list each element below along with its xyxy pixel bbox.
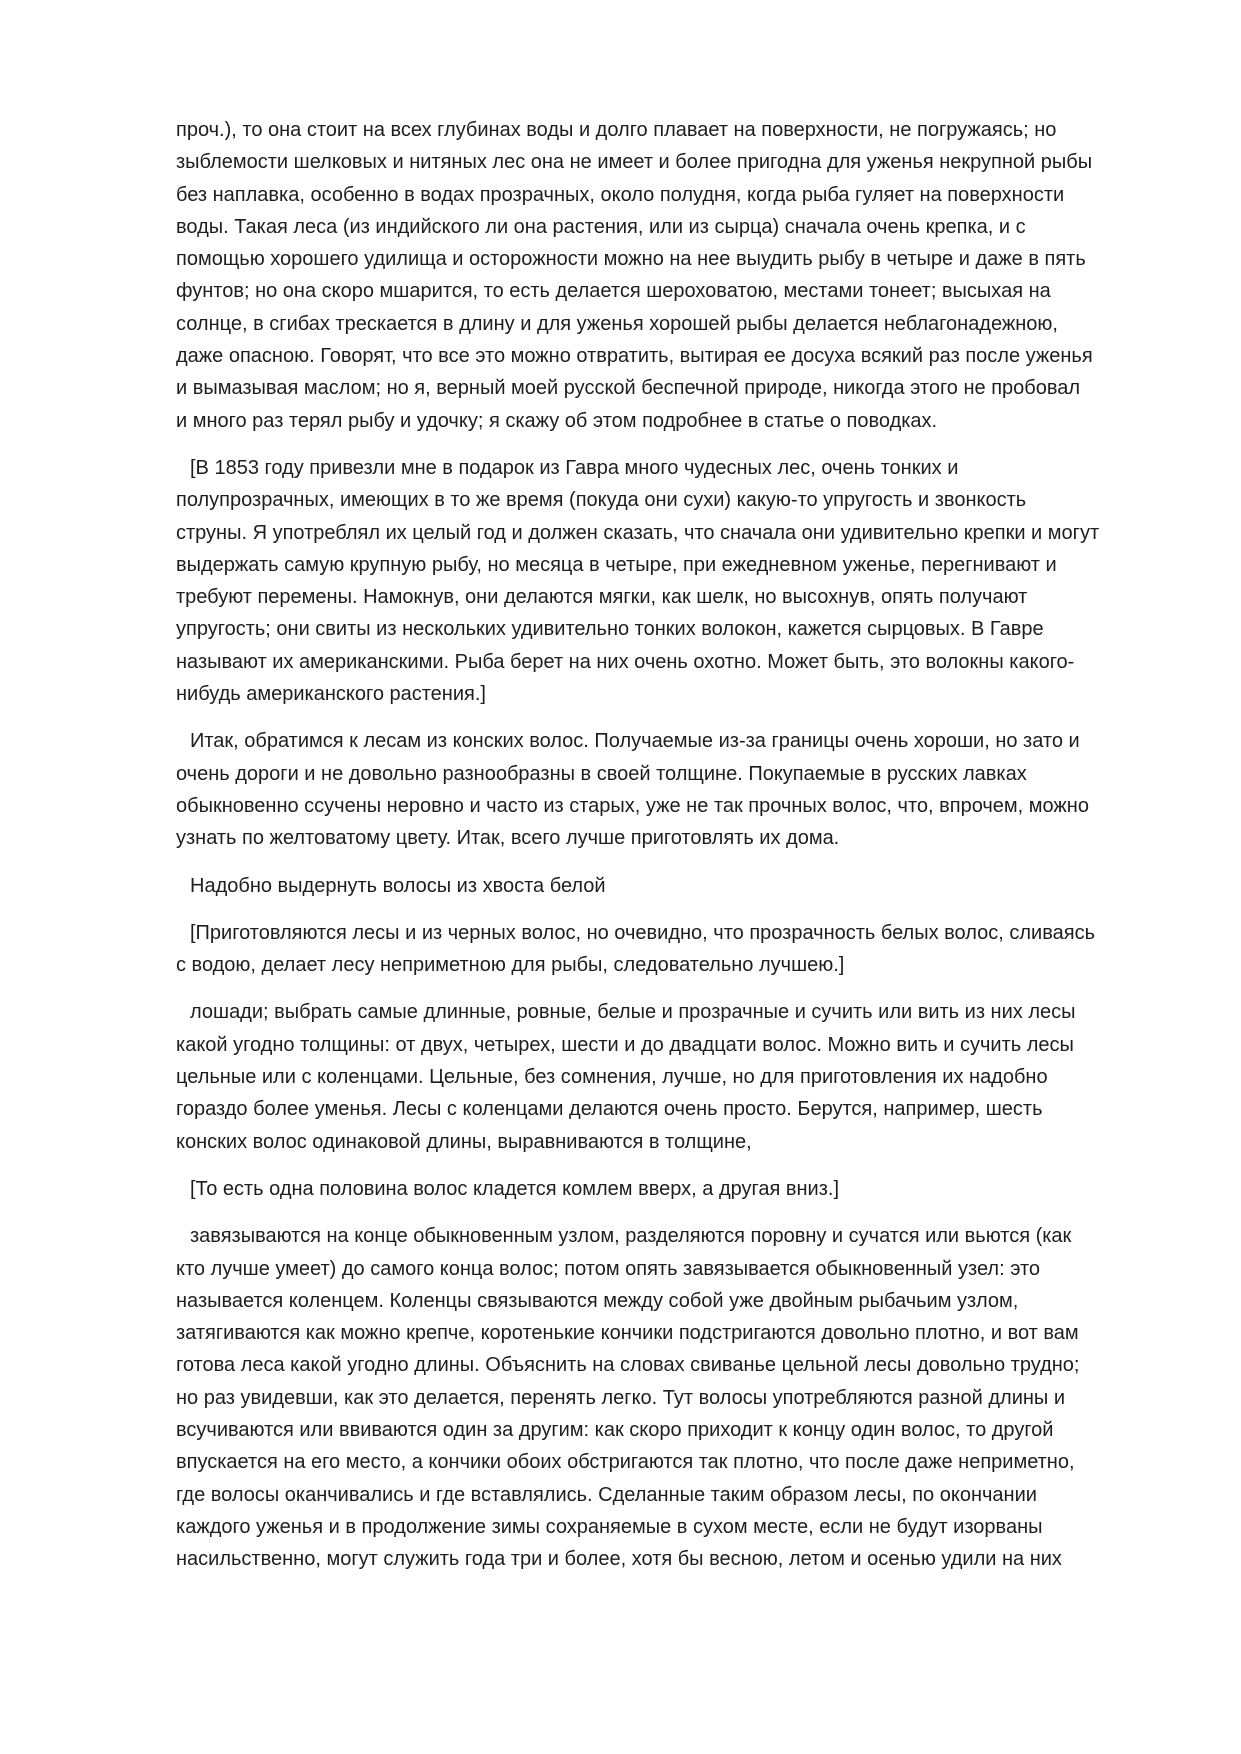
paragraph-4: Надобно выдернуть волосы из хвоста белой bbox=[190, 874, 606, 897]
paragraph-6: лошади; выбрать самые длинные, ровные, белые и прозрачные и сучить или вить из них лесы какой угодно толщины: от двух, четырех, шести и до двадцати волос. Можно вить и сучить лесы цельные или с коленцами. Цельные, без сомнения, лучше, но для приготовления их надобно гораздо более уменья. Лесы с коленцами делаются очень просто. Берутся, например, шесть конских волос одинаковой длины, выравниваются в толщине, bbox=[176, 1001, 1076, 1153]
paragraph-8: завязываются на конце обыкновенным узлом, разделяются поровну и сучатся или вьются (как кто лучше умеет) до самого конца волос; потом опять завязывается обыкновенный узел: это называется коленцем. Коленцы связываются между собой уже двойным рыбачьим узлом, затягиваются как можно крепче, коротенькие кончики подстригаются довольно плотно, и вот вам готова леса какой угодно длины. Объяснить на словах свиванье цельной лесы довольно трудно; но раз увидевши, как это делается, перенять легко. Тут волосы употребляются разной длины и всучиваются или ввиваются один за другим: как скоро приходит к концу один волос, то другой впускается на его место, а кончики обоих обстригаются так плотно, что после даже неприметно, где волосы оканчивались и где вставлялись. Сделанные таким образом лесы, по окончании каждого уженья и в продолжение зимы сохраняемые в сухом месте, если не будут изорваны насильственно, могут служить года три и более, хотя бы весною, летом и осенью удили на них bbox=[176, 1225, 1080, 1571]
paragraph-1: проч.), то она стоит на всех глубинах воды и долго плавает на поверхности, не погружаясь; но зыблемости шелковых и нитяных лес она не имеет и более пригодна для уженья некрупной рыбы без наплавка, особенно в водах прозрачных, около полудня, когда рыба гуляет на поверхности воды. Такая леса (из индийского ли она растения, или из сырца) сначала очень крепка, и с помощью хорошего удилища и осторожности можно на нее выудить рыбу в четыре и даже в пять фунтов; но она скоро мшарится, то есть делается шероховатою, местами тонеет; высыхая на солнце, в сгибах трескается в длину и для уженья хорошей рыбы делается неблагонадежною, даже опасною. Говорят, что все это можно отвратить, вытирая ее досуха всякий раз после уженья и вымазывая маслом; но я, верный моей русской беспечной природе, никогда этого не пробовал и много раз терял рыбу и удочку; я скажу об этом подробнее в статье о поводках. bbox=[176, 119, 1093, 432]
paragraph-5: [Приготовляются лесы и из черных волос, но очевидно, что прозрачность белых волос, сливаясь с водою, делает лесу неприметною для рыбы, следовательно лучшею.] bbox=[176, 921, 1095, 977]
paragraph-7: [То есть одна половина волос кладется комлем вверх, а другая вниз.] bbox=[190, 1177, 840, 1200]
paragraph-2: [В 1853 году привезли мне в подарок из Гавра много чудесных лес, очень тонких и полупрозрачных, имеющих в то же время (покуда они сухи) какую-то упругость и звонкость струны. Я употреблял их целый год и должен сказать, что сначала они удивительно крепки и могут выдержать самую крупную рыбу, но месяца в четыре, при ежедневном уженье, перегнивают и требуют перемены. Намокнув, они делаются мягки, как шелк, но высохнув, опять получают упругость; они свиты из нескольких удивительно тонких волокон, кажется сырцовых. В Гавре называют их американскими. Рыба берет на них очень охотно. Может быть, это волокны какого- нибудь американского растения.] bbox=[176, 456, 1100, 706]
paragraph-3: Итак, обратимся к лесам из конских волос. Получаемые из-за границы очень хороши, но зато и очень дороги и не довольно разнообразны в своей толщине. Покупаемые в русских лавках обыкновенно ссучены неровно и часто из старых, уже не так прочных волос, что, впрочем, можно узнать по желтоватому цвету. Итак, всего лучше приготовлять их дома. bbox=[176, 730, 1089, 850]
document-body bbox=[176, 114, 1146, 1590]
